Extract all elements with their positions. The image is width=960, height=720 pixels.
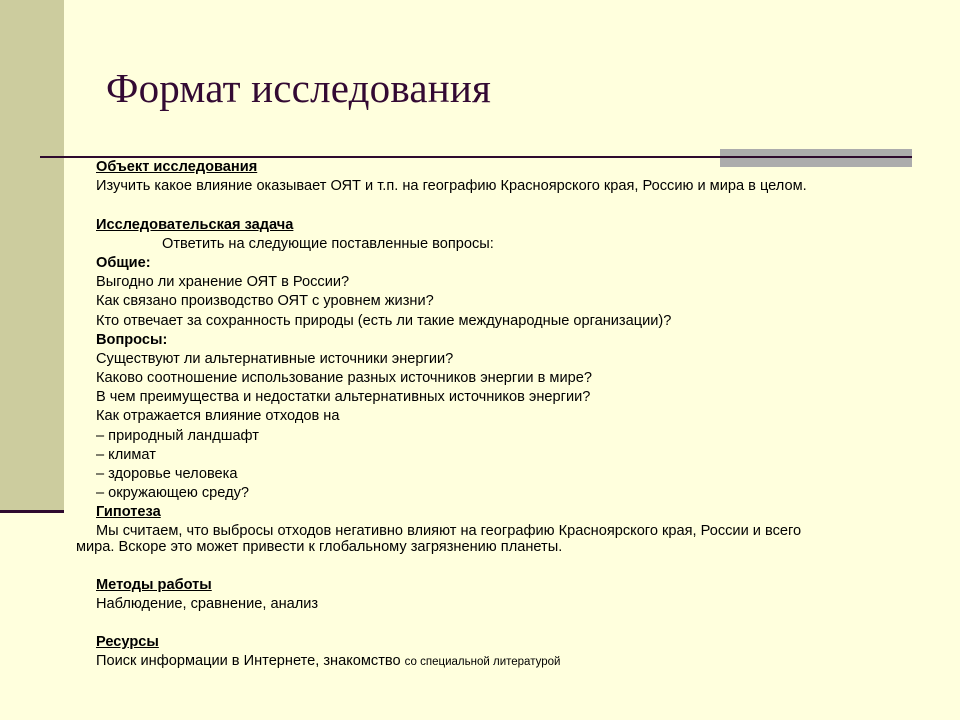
resources-text-main: Поиск информации в Интернете, знакомство — [96, 653, 405, 670]
heading-hypothesis: Гипотеза — [96, 504, 161, 521]
list-item: – окружающею среду? — [96, 485, 250, 502]
heading-task: Исследовательская задача — [96, 216, 294, 233]
heading-object: Объект исследования — [96, 159, 258, 175]
questions-label: Вопросы: — [96, 331, 168, 348]
spacer — [96, 196, 896, 215]
list-item: Как отражается влияние отходов на — [96, 408, 340, 425]
sidebar-accent-line — [0, 510, 64, 513]
spacer — [96, 555, 896, 576]
list-item: Выгодно ли хранение ОЯТ в России? — [96, 274, 350, 291]
hypothesis-text — [76, 523, 876, 555]
general-label: Общие: — [96, 254, 151, 271]
object-text: Изучить какое влияние оказывает ОЯТ и т.п. на географию Красноярского края, Россию и мира в целом. — [96, 178, 807, 195]
hypothesis-line-2: мира. Вскоре это может привести к глобальному загрязнению планеты. — [76, 538, 563, 555]
methods-text: Наблюдение, сравнение, анализ — [96, 595, 319, 612]
sidebar-decoration — [0, 0, 64, 510]
list-item: Существуют ли альтернативные источники энергии? — [96, 350, 454, 367]
slide-title: Формат исследования — [106, 65, 492, 111]
heading-resources: Ресурсы — [96, 634, 159, 651]
list-item: – природный ландшафт — [96, 427, 259, 444]
list-item: В чем преимущества и недостатки альтернативных источников энергии? — [96, 389, 591, 406]
list-item: Как связано производство ОЯТ с уровнем жизни? — [96, 293, 434, 310]
heading-methods: Методы работы — [96, 576, 212, 593]
hypothesis-line-1: Мы считаем, что выбросы отходов негативно влияют на географию Красноярского края, России и всего — [96, 522, 802, 539]
list-item: Каково соотношение использование разных источников энергии в мире? — [96, 370, 592, 387]
list-item: Кто отвечает за сохранность природы (есть ли такие международные организации)? — [96, 312, 672, 329]
resources-text — [96, 652, 896, 671]
slide-body — [76, 158, 896, 672]
list-item: – здоровье человека — [96, 466, 238, 482]
list-item: – климат — [96, 446, 156, 463]
spacer — [96, 614, 896, 633]
resources-text-small: со специальной литературой — [404, 656, 561, 669]
task-intro: Ответить на следующие поставленные вопросы: — [162, 235, 494, 252]
